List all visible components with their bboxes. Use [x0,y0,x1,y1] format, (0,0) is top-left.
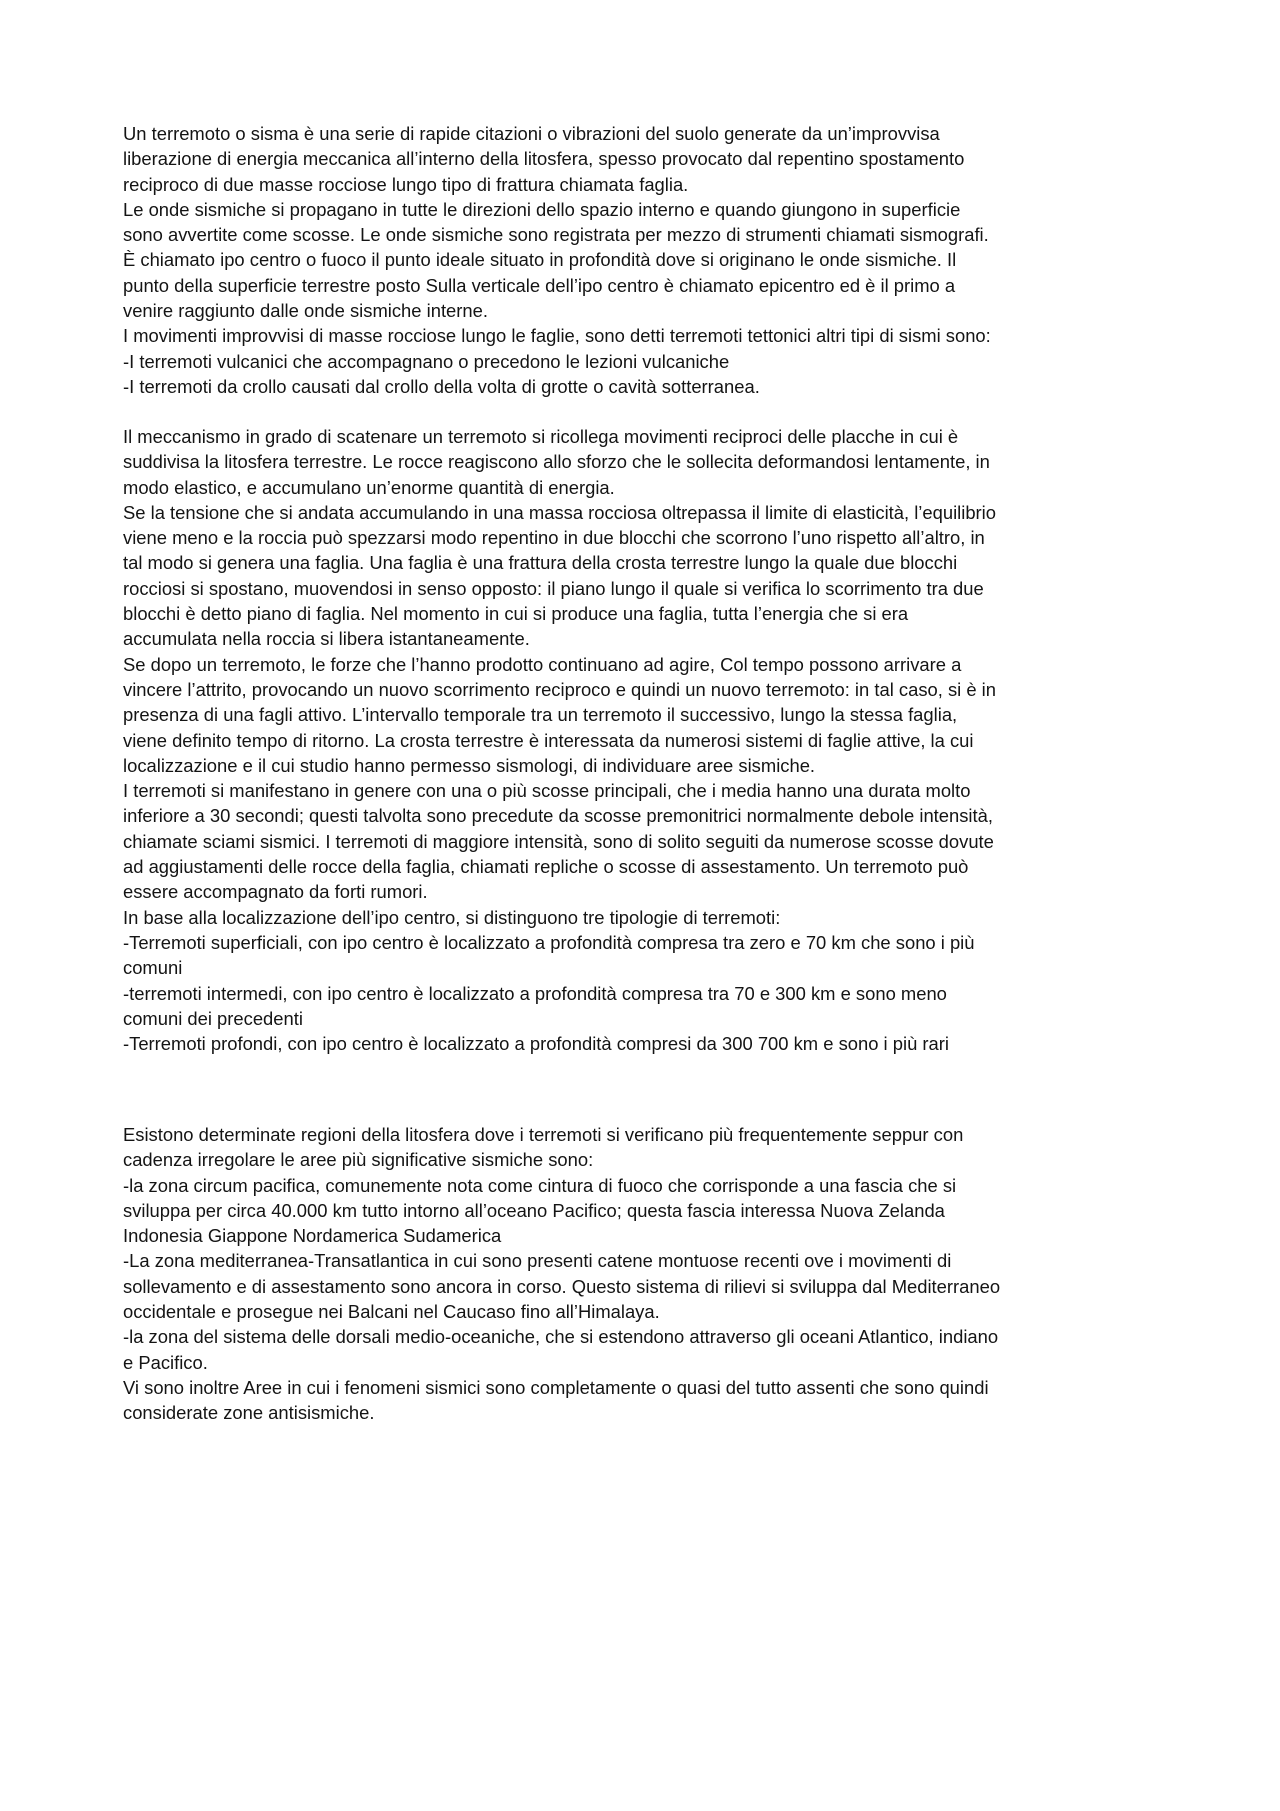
text-line: inferiore a 30 secondi; questi talvolta sono precedute da scosse premonitrici normalmente debole intensità, [123,805,993,827]
text-line: Se dopo un terremoto, le forze che l’hanno prodotto continuano ad agire, Col tempo possono arrivare a [123,653,962,675]
text-line: sono avvertite come scosse. Le onde sismiche sono registrata per mezzo di strumenti chiamati sismografi. [123,224,989,246]
text-line: presenza di una fagli attivo. L’intervallo temporale tra un terremoto il successivo, lungo la stessa faglia, [123,704,958,726]
text-line: -Terremoti profondi, con ipo centro è localizzato a profondità compresi da 300 700 km e sono i più rari [123,1033,949,1055]
text-line: I terremoti si manifestano in genere con una o più scosse principali, che i media hanno una durata molto [123,780,971,802]
text-line: rocciosi si spostano, muovendosi in senso opposto: il piano lungo il quale si verifica lo scorrimento tra due [123,577,984,599]
text-line: suddivisa la litosfera terrestre. Le rocce reagiscono allo sforzo che le sollecita deformandosi lentamente, in [123,451,990,473]
text-line: Le onde sismiche si propagano in tutte le direzioni dello spazio interno e quando giungono in superficie [123,198,961,220]
text-line: e Pacifico. [123,1351,208,1373]
text-line: Se la tensione che si andata accumulando in una massa rocciosa oltrepassa il limite di elasticità, l’equilibrio [123,501,996,523]
text-line: -la zona del sistema delle dorsali medio-oceaniche, che si estendono attraverso gli oceani Atlantico, indiano [123,1326,999,1348]
text-line: viene definito tempo di ritorno. La crosta terrestre è interessata da numerosi sistemi di faglie attive, la cui [123,729,974,751]
text-line: tal modo si genera una faglia. Una faglia è una frattura della crosta terrestre lungo la quale due blocchi [123,552,958,574]
text-line: È chiamato ipo centro o fuoco il punto ideale situato in profondità dove si originano le onde sismiche. Il [123,249,957,271]
text-line: In base alla localizzazione dell’ipo centro, si distinguono tre tipologie di terremoti: [123,906,781,928]
text-line: Un terremoto o sisma è una serie di rapide citazioni o vibrazioni del suolo generate da un’improvvisa [123,123,940,144]
text-line: -Terremoti superficiali, con ipo centro è localizzato a profondità compresa tra zero e 70 km che sono i più [123,931,975,953]
paragraph-seismic-regions [123,1122,1183,1426]
paragraph-earthquake-definition [123,121,1183,399]
text-line: accumulata nella roccia si libera istantaneamente. [123,628,530,650]
text-line: liberazione di energia meccanica all’interno della litosfera, spesso provocato dal repentino spostamento [123,148,965,170]
text-line: Il meccanismo in grado di scatenare un terremoto si ricollega movimenti reciproci delle placche in cui è [123,426,959,447]
text-line: reciproco di due masse rocciose lungo tipo di frattura chiamata faglia. [123,173,689,195]
text-line: vincere l’attrito, provocando un nuovo scorrimento reciproco e quindi un nuovo terremoto: in tal caso, si è in [123,678,996,700]
text-line: ad aggiustamenti delle rocce della faglia, chiamati repliche o scosse di assestamento. Un terremoto può [123,856,969,878]
text-line: -La zona mediterranea-Transatlantica in cui sono presenti catene montuose recenti ove i movimenti di [123,1250,952,1272]
text-line: venire raggiunto dalle onde sismiche interne. [123,300,488,322]
text-line: -I terremoti da crollo causati dal crollo della volta di grotte o cavità sotterranea. [123,375,760,397]
text-line: Vi sono inoltre Aree in cui i fenomeni sismici sono completamente o quasi del tutto assenti che sono quindi [123,1376,989,1398]
text-line: chiamate sciami sismici. I terremoti di maggiore intensità, sono di solito seguiti da numerose scosse dovute [123,830,994,852]
paragraph-earthquake-mechanism [123,424,1183,1056]
text-line: -I terremoti vulcanici che accompagnano o precedono le lezioni vulcaniche [123,350,730,372]
text-line: -la zona circum pacifica, comunemente nota come cintura di fuoco che corrisponde a una fascia che si [123,1174,957,1196]
text-line: sollevamento e di assestamento sono ancora in corso. Questo sistema di rilievi si sviluppa dal Mediterraneo [123,1275,1001,1297]
text-line: blocchi è detto piano di faglia. Nel momento in cui si produce una faglia, tutta l’energia che si era [123,603,909,625]
text-line: occidentale e prosegue nei Balcani nel Caucaso fino all’Himalaya. [123,1301,660,1323]
text-line: punto della superficie terrestre posto Sulla verticale dell’ipo centro è chiamato epicentro ed è il primo a [123,274,956,296]
text-line: modo elastico, e accumulano un’enorme quantità di energia. [123,476,615,498]
text-line: Indonesia Giappone Nordamerica Sudamerica [123,1225,502,1247]
text-line: essere accompagnato da forti rumori. [123,881,428,903]
text-line: cadenza irregolare le aree più significative sismiche sono: [123,1149,594,1171]
text-line: viene meno e la roccia può spezzarsi modo repentino in due blocchi che scorrono l’uno rispetto all’altro, in [123,527,985,549]
text-line: I movimenti improvvisi di masse rocciose lungo le faglie, sono detti terremoti tettonici altri tipi di sismi sono: [123,325,991,347]
text-line: -terremoti intermedi, con ipo centro è localizzato a profondità compresa tra 70 e 300 km e sono meno [123,982,947,1004]
text-line: Esistono determinate regioni della litosfera dove i terremoti si verificano più frequentemente seppur con [123,1124,964,1145]
text-line: sviluppa per circa 40.000 km tutto intorno all’oceano Pacifico; questa fascia interessa Nuova Zelanda [123,1199,945,1221]
text-line: comuni dei precedenti [123,1007,303,1029]
text-line: localizzazione e il cui studio hanno permesso sismologi, di individuare aree sismiche. [123,754,816,776]
text-line: considerate zone antisismiche. [123,1402,375,1424]
text-line: comuni [123,957,183,979]
